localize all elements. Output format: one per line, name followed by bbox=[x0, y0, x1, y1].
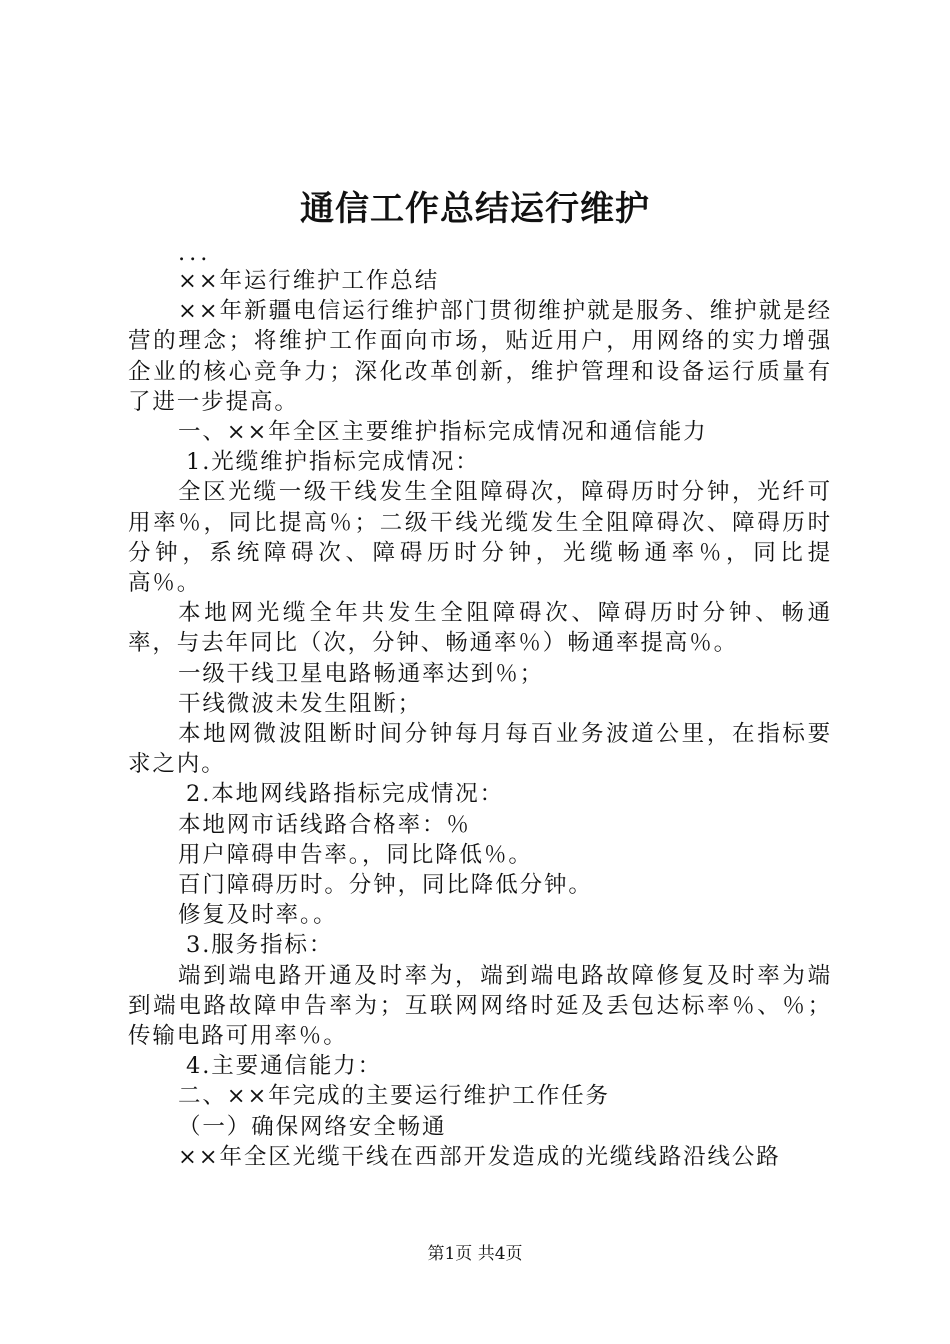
subsection-heading-1: 1.光缆维护指标完成情况： bbox=[186, 449, 480, 476]
paragraph-intro: ××年新疆电信运行维护部门贯彻维护就是服务、维护就是经营的理念；将维护工作面向市场，贴近用户，用网络的实力增强企业的核心竞争力；深化改革创新，维护管理和设备运行质量有了进一步提高。 bbox=[128, 298, 832, 415]
paragraph-line-quality: 本地网市话线路合格率：％ bbox=[178, 811, 471, 838]
subsection-heading-2: 2.本地网线路指标完成情况： bbox=[186, 781, 505, 808]
subsection-heading-3: 3.服务指标： bbox=[186, 932, 334, 959]
paragraph-fault-report: 用户障碍申告率。，同比降低％。 bbox=[178, 841, 533, 868]
paragraph-subtitle: ××年运行维护工作总结 bbox=[178, 268, 440, 294]
paragraph-local-microwave: 本地网微波阻断时间分钟每月每百业务波道公里，在指标要求之内。 bbox=[128, 721, 832, 778]
document-body bbox=[128, 240, 832, 1172]
paragraph-trunk-cable: 全区光缆一级干线发生全阻障碍次，障碍历时分钟，光纤可用率％，同比提高％；二级干线光缆发生全阻障碍次、障碍历时分钟，系统障碍次、障碍历时分钟，光缆畅通率％，同比提高％。 bbox=[128, 479, 832, 597]
section-heading-2: 二、××年完成的主要运行维护工作任务 bbox=[178, 1083, 610, 1110]
paragraph-microwave: 干线微波未发生阻断； bbox=[178, 690, 423, 717]
section-heading-1: 一、××年全区主要维护指标完成情况和通信能力 bbox=[178, 419, 708, 446]
paragraph-repair-rate: 修复及时率。。 bbox=[178, 902, 338, 929]
subsection-heading-5: （一）确保网络安全畅通 bbox=[178, 1113, 447, 1140]
paragraph-local-cable: 本地网光缆全年共发生全阻障碍次、障碍历时分钟、畅通率，与去年同比（次，分钟、畅通率％）畅通率提高％。 bbox=[128, 600, 832, 657]
paragraph-fault-duration: 百门障碍历时。分钟，同比降低分钟。 bbox=[178, 872, 593, 899]
ellipsis-line: ... bbox=[178, 240, 212, 266]
paragraph-satellite: 一级干线卫星电路畅通率达到％； bbox=[178, 660, 545, 687]
paragraph-service-metrics: 端到端电路开通及时率为，端到端电路故障修复及时率为端到端电路故障申告率为；互联网网络时延及丢包达标率％、％；传输电路可用率％。 bbox=[128, 962, 832, 1050]
subsection-heading-4: 4.主要通信能力： bbox=[186, 1053, 383, 1080]
page-footer: 第1页 共4页 bbox=[427, 1244, 523, 1264]
document-title: 通信工作总结运行维护 bbox=[300, 189, 650, 229]
paragraph-network-safety: ××年全区光缆干线在西部开发造成的光缆线路沿线公路 bbox=[178, 1143, 781, 1170]
